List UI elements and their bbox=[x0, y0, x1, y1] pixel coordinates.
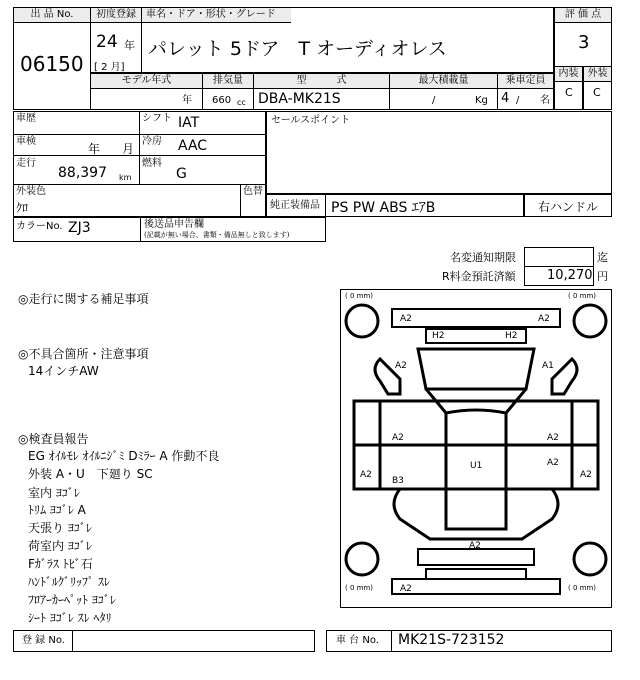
name-change-unit: 迄 bbox=[597, 251, 608, 264]
damage-mark: U1 bbox=[470, 461, 483, 471]
damage-mark: H2 bbox=[432, 331, 445, 341]
model-type: DBA-MK21S bbox=[258, 91, 341, 107]
model-year-label: モデル年式 bbox=[90, 73, 203, 89]
displacement: 660 bbox=[212, 95, 232, 106]
recycle-value: 10,270 bbox=[547, 268, 593, 283]
car-outline-drawing bbox=[340, 289, 612, 608]
color-no-label: カラーNo. bbox=[16, 221, 63, 232]
inspector-item: 荷室内 ﾖｺﾞﾚ bbox=[28, 539, 92, 553]
tire-depth-bl: ( 0 mm) bbox=[345, 584, 374, 592]
name-change-box bbox=[524, 247, 594, 267]
inspector-item: EG ｵｲﾙﾓﾚ ｵｲﾙﾆｼﾞﾐ Dﾐﾗｰ A 作動不良 bbox=[28, 449, 220, 463]
exterior-color-box bbox=[13, 184, 241, 217]
equipment-label: 純正装備品 bbox=[270, 200, 320, 211]
driving-notes-title: ◎走行に関する補足事項 bbox=[18, 292, 149, 306]
reg-no-label: 登 録 No. bbox=[22, 635, 65, 646]
recycle-unit: 円 bbox=[597, 270, 608, 283]
damage-mark: A2 bbox=[469, 541, 481, 551]
recycle-label: R料金預託済額 bbox=[442, 270, 516, 283]
details-row-2 bbox=[13, 134, 266, 156]
capacity-label: 乗車定員 bbox=[497, 73, 554, 89]
chassis-label: 車 台 No. bbox=[336, 635, 379, 646]
model-name-label: 車名・ドア・形状・グレード bbox=[141, 7, 291, 23]
aircon-value: AAC bbox=[178, 138, 208, 154]
lot-no-label: 出 品 No. bbox=[13, 7, 91, 23]
mileage-unit: km bbox=[119, 173, 132, 182]
inspection-month-unit: 月 bbox=[122, 142, 135, 156]
damage-mark: A2 bbox=[580, 470, 592, 480]
shift-value: IAT bbox=[178, 115, 200, 131]
equipment-value: PS PW ABS ｴｱB bbox=[331, 200, 436, 216]
fuel-label: 燃料 bbox=[142, 158, 162, 169]
chassis-no: MK21S-723152 bbox=[398, 632, 505, 648]
inspector-item: ｼｰﾄ ﾖｺﾞﾚ ｽﾚ ﾍﾀﾘ bbox=[28, 611, 112, 625]
reg-year: 24 bbox=[96, 32, 118, 52]
damage-mark: A1 bbox=[542, 361, 554, 371]
declaration-label: 後送品申告欄 bbox=[144, 219, 204, 230]
defects-title: ◎不具合箇所・注意事項 bbox=[18, 347, 149, 361]
damage-mark: A2 bbox=[400, 314, 412, 324]
shift-label: シフト bbox=[142, 113, 172, 124]
first-reg-label: 初度登録 bbox=[90, 7, 142, 23]
model-year-unit: 年 bbox=[182, 95, 192, 106]
damage-mark: H2 bbox=[505, 331, 518, 341]
exterior-color-label: 外装色 bbox=[16, 186, 46, 197]
inspector-title: ◎検査員報告 bbox=[18, 432, 89, 446]
aircon-label: 冷房 bbox=[142, 136, 162, 147]
inspector-item: ﾊﾝﾄﾞﾙｸﾞﾘｯﾌﾟ ｽﾚ bbox=[28, 575, 110, 589]
defect-item: 14インチAW bbox=[28, 364, 99, 378]
interior-grade: C bbox=[565, 86, 573, 99]
car-name: パレット 5ドア T オーディオレス bbox=[148, 38, 447, 60]
interior-label: 内装 bbox=[554, 66, 583, 82]
score-label: 評 価 点 bbox=[554, 7, 612, 23]
inspection-year-unit: 年 bbox=[88, 142, 101, 156]
inspector-item: 天張り ﾖｺﾞﾚ bbox=[28, 521, 92, 535]
type-label: 型 式 bbox=[253, 73, 390, 89]
damage-mark: A2 bbox=[392, 433, 404, 443]
tire-depth-tl: ( 0 mm) bbox=[345, 292, 374, 300]
max-load-unit: Kg bbox=[475, 95, 488, 106]
max-load: / bbox=[432, 95, 436, 106]
exterior-color: ｸﾛ bbox=[16, 201, 29, 215]
tire-depth-tr: ( 0 mm) bbox=[568, 292, 597, 300]
damage-mark: A2 bbox=[547, 433, 559, 443]
mileage-value: 88,397 bbox=[58, 165, 107, 181]
reg-month: [ 2 月] bbox=[94, 62, 125, 73]
damage-mark: A2 bbox=[400, 584, 412, 594]
color-no: ZJ3 bbox=[68, 220, 91, 236]
damage-mark: A2 bbox=[360, 470, 372, 480]
exterior-label: 外装 bbox=[583, 66, 612, 82]
score-value: 3 bbox=[578, 32, 590, 53]
capacity-unit: 名 bbox=[540, 95, 550, 106]
capacity-sep: / bbox=[516, 95, 520, 106]
steering-value: 右ハンドル bbox=[538, 200, 599, 214]
exterior-grade: C bbox=[593, 86, 601, 99]
capacity: 4 bbox=[501, 91, 510, 106]
reg-year-unit: 年 bbox=[124, 39, 135, 52]
inspection-label: 車検 bbox=[16, 136, 36, 147]
history-label: 車歴 bbox=[16, 113, 36, 124]
damage-mark: A2 bbox=[395, 361, 407, 371]
inspector-item: Fｶﾞﾗｽ ﾄﾋﾞ石 bbox=[28, 557, 93, 571]
repaint-label: 色替 bbox=[243, 186, 263, 197]
damage-mark: A2 bbox=[538, 314, 550, 324]
inspector-item: ﾌﾛｱｰｶｰﾍﾟｯﾄ ﾖｺﾞﾚ bbox=[28, 593, 116, 607]
declaration-note: (記載が無い場合、書類・備品無しと致します) bbox=[144, 231, 290, 239]
lot-no: 06150 bbox=[20, 52, 84, 76]
max-load-label: 最大積載量 bbox=[389, 73, 498, 89]
sales-point-label: セールスポイント bbox=[271, 115, 351, 126]
tire-depth-br: ( 0 mm) bbox=[568, 584, 597, 592]
fuel-value: G bbox=[176, 166, 187, 182]
displacement-unit: cc bbox=[237, 98, 246, 107]
damage-mark: A2 bbox=[547, 458, 559, 468]
displacement-label: 排気量 bbox=[202, 73, 254, 89]
mileage-label: 走行 bbox=[16, 158, 36, 169]
damage-mark: B3 bbox=[392, 476, 404, 486]
inspector-item: ﾄﾘﾑ ﾖｺﾞﾚ A bbox=[28, 503, 86, 517]
inspector-item: 外装 A・U 下廻り SC bbox=[28, 467, 153, 481]
inspector-item: 室内 ﾖｺﾞﾚ bbox=[28, 486, 80, 500]
equipment-divider bbox=[325, 194, 326, 217]
name-change-label: 名変通知期限 bbox=[450, 251, 516, 264]
